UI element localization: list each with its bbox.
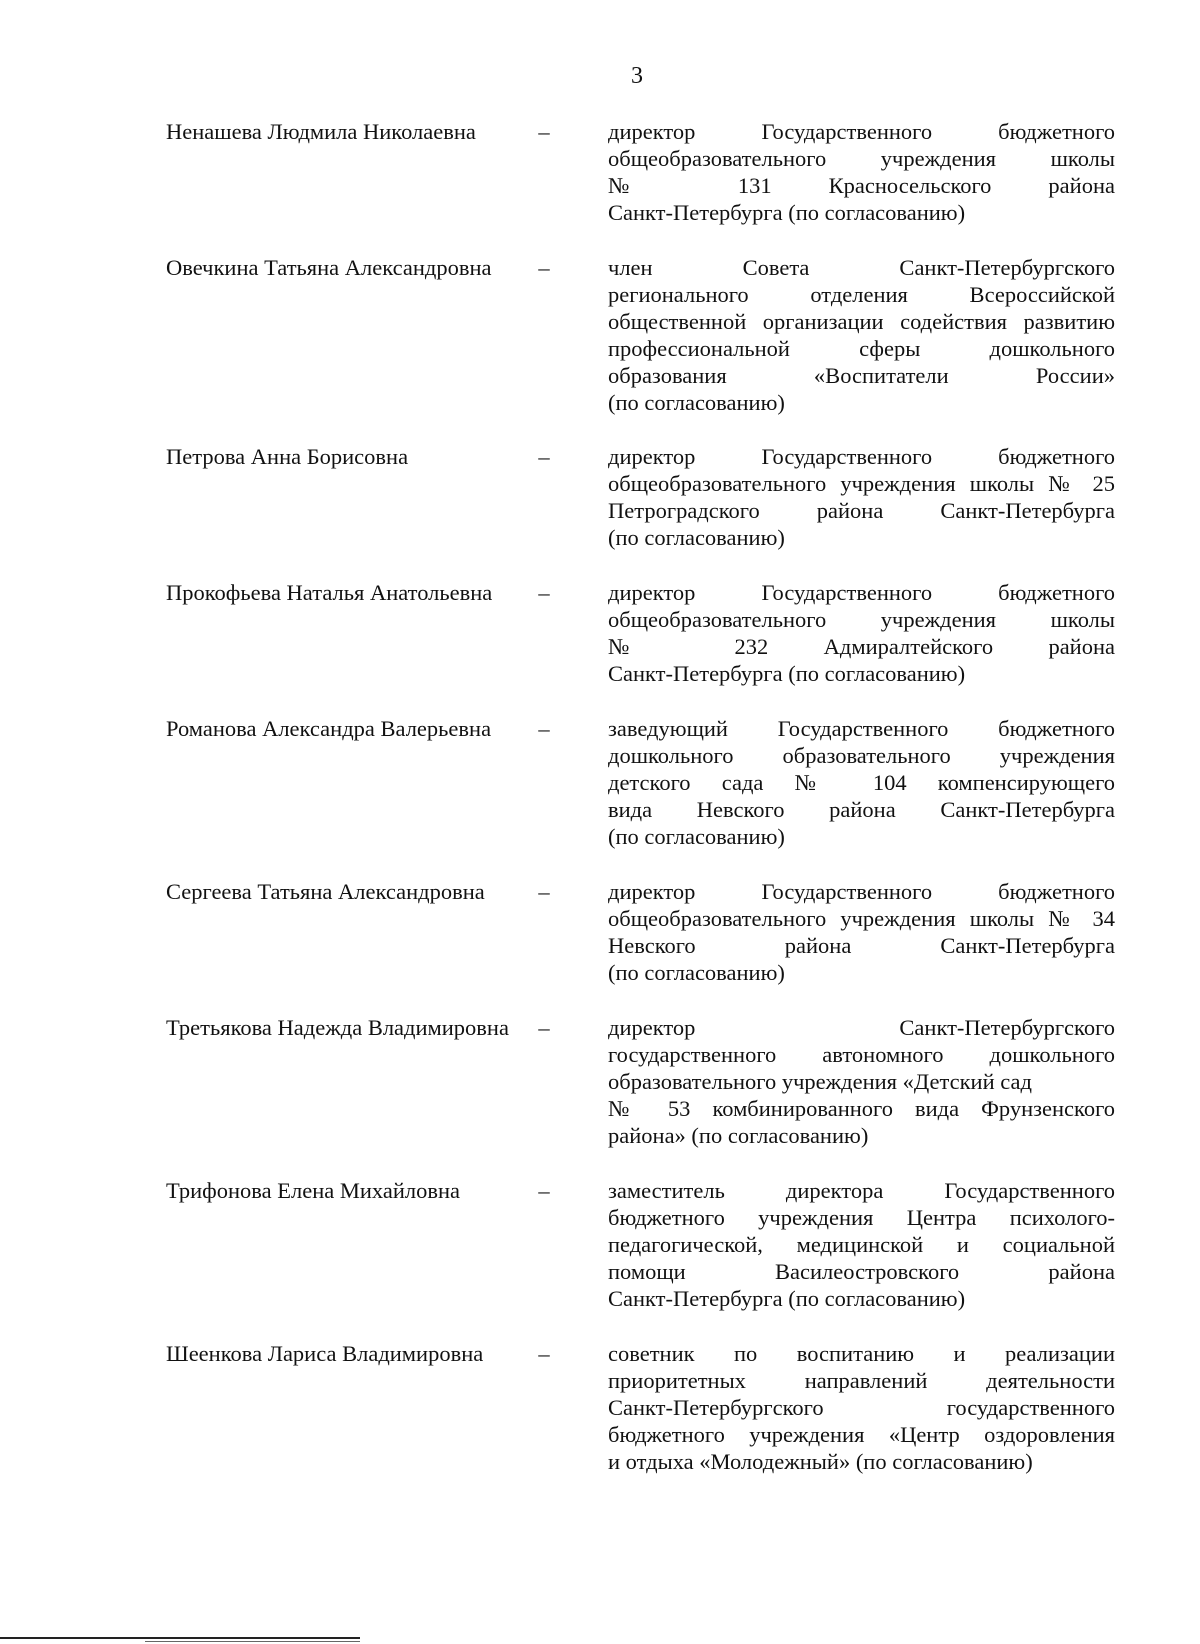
- position-line: района» (по согласованию): [608, 1123, 869, 1148]
- position-line: Санкт-Петербурга (по согласованию): [608, 200, 966, 225]
- position-line: общественной организации содействия развитию: [608, 309, 1115, 334]
- position-line: директор Государственного бюджетного: [608, 119, 1115, 144]
- member-name: Овечкина Татьяна Александровна: [166, 255, 492, 280]
- scan-edge-line: [0, 1637, 360, 1639]
- position-line: № 53 комбинированного вида Фрунзенского: [608, 1096, 1115, 1121]
- dash-separator: –: [538, 1178, 550, 1203]
- member-name: Сергеева Татьяна Александровна: [166, 879, 485, 904]
- member-position: [608, 443, 1115, 551]
- position-line: директор Государственного бюджетного: [608, 444, 1115, 469]
- position-line: и отдыха «Молодежный» (по согласованию): [608, 1449, 1033, 1474]
- position-line: Санкт-Петербурга (по согласованию): [608, 661, 966, 686]
- member-position: [608, 1177, 1115, 1312]
- dash-separator: –: [538, 1341, 550, 1366]
- position-line: (по согласованию): [608, 390, 785, 415]
- position-line: общеобразовательного учреждения школы № 34: [608, 906, 1115, 931]
- dash-separator: –: [538, 255, 550, 280]
- position-line: заведующий Государственного бюджетного: [608, 716, 1115, 741]
- position-line: образовательного учреждения «Детский сад: [608, 1069, 1032, 1094]
- position-line: № 232 Адмиралтейского района: [608, 634, 1115, 659]
- dash-separator: –: [538, 580, 550, 605]
- member-name: Шеенкова Лариса Владимировна: [166, 1341, 484, 1366]
- position-line: вида Невского района Санкт-Петербурга: [608, 797, 1115, 822]
- member-name: Третьякова Надежда Владимировна: [166, 1015, 509, 1040]
- position-line: педагогической, медицинской и социальной: [608, 1232, 1115, 1257]
- member-position: [608, 1014, 1115, 1149]
- position-line: приоритетных направлений деятельности: [608, 1368, 1115, 1393]
- page-number: 3: [631, 63, 643, 89]
- position-line: дошкольного образовательного учреждения: [608, 743, 1115, 768]
- member-position: [608, 878, 1115, 986]
- position-line: общеобразовательного учреждения школы: [608, 607, 1115, 632]
- scan-edge-line: [145, 1641, 360, 1642]
- member-position: [608, 579, 1115, 687]
- position-line: заместитель директора Государственного: [608, 1178, 1115, 1203]
- position-line: образования «Воспитатели России»: [608, 363, 1115, 388]
- position-line: Санкт-Петербурга (по согласованию): [608, 1286, 966, 1311]
- member-name: Петрова Анна Борисовна: [166, 444, 409, 469]
- dash-separator: –: [538, 119, 550, 144]
- position-line: детского сада № 104 компенсирующего: [608, 770, 1115, 795]
- member-name: Романова Александра Валерьевна: [166, 716, 492, 741]
- position-line: Петроградского района Санкт-Петербурга: [608, 498, 1115, 523]
- position-line: государственного автономного дошкольного: [608, 1042, 1115, 1067]
- position-line: регионального отделения Всероссийской: [608, 282, 1115, 307]
- dash-separator: –: [538, 879, 550, 904]
- position-line: (по согласованию): [608, 824, 785, 849]
- member-name: Ненашева Людмила Николаевна: [166, 119, 476, 144]
- position-line: профессиональной сферы дошкольного: [608, 336, 1115, 361]
- position-line: член Совета Санкт-Петербургского: [608, 255, 1115, 280]
- position-line: директор Санкт-Петербургского: [608, 1015, 1115, 1040]
- position-line: (по согласованию): [608, 525, 785, 550]
- position-line: помощи Василеостровского района: [608, 1259, 1115, 1284]
- position-line: советник по воспитанию и реализации: [608, 1341, 1115, 1366]
- position-line: (по согласованию): [608, 960, 785, 985]
- member-position: [608, 715, 1115, 850]
- member-name: Трифонова Елена Михайловна: [166, 1178, 461, 1203]
- member-position: [608, 254, 1115, 416]
- dash-separator: –: [538, 444, 550, 469]
- dash-separator: –: [538, 716, 550, 741]
- position-line: общеобразовательного учреждения школы: [608, 146, 1115, 171]
- dash-separator: –: [538, 1015, 550, 1040]
- position-line: Невского района Санкт-Петербурга: [608, 933, 1115, 958]
- position-line: общеобразовательного учреждения школы № 25: [608, 471, 1115, 496]
- position-line: бюджетного учреждения Центра психолого-: [608, 1205, 1115, 1230]
- position-line: директор Государственного бюджетного: [608, 580, 1115, 605]
- member-position: [608, 1340, 1115, 1475]
- position-line: Санкт-Петербургского государственного: [608, 1395, 1115, 1420]
- position-line: директор Государственного бюджетного: [608, 879, 1115, 904]
- position-line: бюджетного учреждения «Центр оздоровления: [608, 1422, 1115, 1447]
- member-position: [608, 118, 1115, 226]
- member-name: Прокофьева Наталья Анатольевна: [166, 580, 493, 605]
- position-line: № 131 Красносельского района: [608, 173, 1115, 198]
